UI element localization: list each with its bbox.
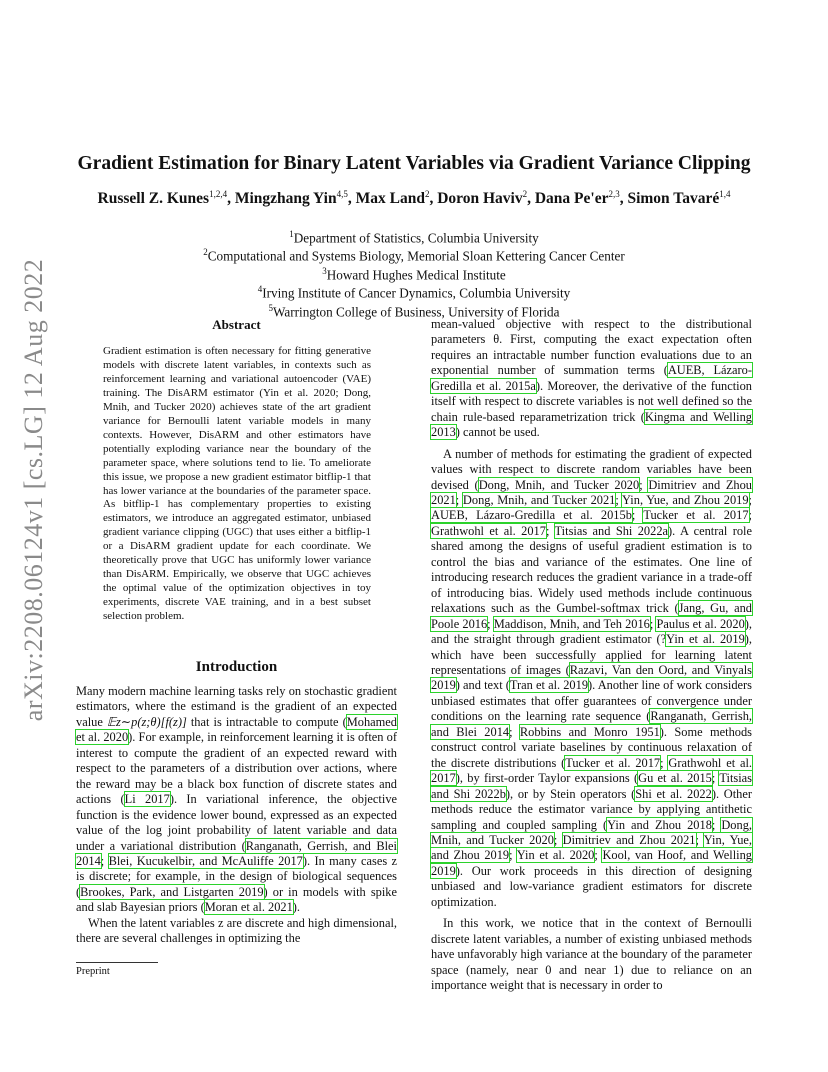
citation-link[interactable]: Blei, Kucukelbir, and McAuliffe 2017 xyxy=(108,853,303,868)
citation-link[interactable]: Yin et al. 2019 xyxy=(666,632,745,647)
citation-link[interactable]: Razavi, Van den Oord, and Vinyals 2019 xyxy=(431,662,752,693)
affiliation: $^3$Howard Hughes Medical Institute xyxy=(322,265,506,283)
citation-link[interactable]: Li 2017 xyxy=(124,792,170,807)
citation-link[interactable]: Titsias and Shi 2022b xyxy=(431,771,752,801)
citation-link[interactable]: Tucker et al. 2017 xyxy=(643,508,749,523)
paragraph: A number of methods for estimating the gradient of expected values with respect to discrete random variables have been devised (Dong, Mnih, and Tucker 2020; Dimitriev and Zhou 2021; Dong, Mnih, and Tucker 2021; Yin, Yue, and Zhou 2019; AUEB, Lázaro-Gredilla et al. 2015b; Tucker et al. 2017; Grathwohl et al. 2017; Titsias and Shi 2022a). A central role shared among the designs of useful gradient estimation is to control the bias and variance of the estimates. One line of introducing research reduces the gradient variance in a trade-off of introducing bias. Widely used methods include continuous relaxations such as the Gumbel-softmax trick (Jang, Gu, and Poole 2016; Maddison, Mnih, and Teh 2016; Paulus et al. 2020), and the straight through gradient estimator (?Yin et al. 2019), which have been successfully applied for learning latent representations of images (Razavi, Van den Oord, and Vinyals 2019) and text (Tran et al. 2019). Another line of work considers unbiased estimates that offer guarantees of convergence under conditions on the learning rate sequence (Ranganath, Gerrish, and Blei 2014; Robbins and Monro 1951). Some methods construct control variate baselines by continuous relaxation of the discrete distributions (Tucker et al. 2017; Grathwohl et al. 2017), by first-order Taylor expansions (Gu et al. 2015; Titsias and Shi 2022b), or by Stein operators (Shi et al. 2022). Other methods reduce the estimator variance by applying antithetic sampling and coupled sampling (Yin and Zhou 2018; Dong, Mnih, and Tucker 2020; Dimitriev and Zhou 2021; Yin, Yue, and Zhou 2019; Yin et al. 2020; Kool, van Hoof, and Welling 2019). Our work proceeds in this direction of designing unbiased and low-variance gradient estimators for discrete optimization. xyxy=(431,446,753,909)
citation-link[interactable]: Titsias and Shi 2022a xyxy=(554,523,669,538)
citation-link[interactable]: Gu et al. 2015 xyxy=(638,771,712,786)
citation-link[interactable]: Tran et al. 2019 xyxy=(509,678,589,693)
citation-link[interactable]: Kool, van Hoof, and Welling 2019 xyxy=(431,848,752,878)
abstract-heading: Abstract xyxy=(212,317,261,332)
citation-link[interactable]: Jang, Gu, and Poole 2016 xyxy=(431,601,752,631)
citation-link[interactable]: Dong, Mnih, and Tucker 2021 xyxy=(462,492,616,507)
affiliation: $^1$Department of Statistics, Columbia University xyxy=(289,229,539,246)
citation-link[interactable]: Yin and Zhou 2018 xyxy=(607,817,712,832)
affiliation-list xyxy=(0,227,828,319)
citation-link[interactable]: Dimitriev and Zhou 2021 xyxy=(431,477,752,507)
citation-link[interactable]: Yin et al. 2020 xyxy=(516,848,595,863)
footnote-rule xyxy=(76,962,158,963)
citation-link[interactable]: Grathwohl et al. 2017 xyxy=(431,523,546,538)
citation-link[interactable]: Ranganath, Gerrish, and Blei 2014 xyxy=(431,709,752,739)
author: Mingzhang Yin$^{4,5}$ xyxy=(234,189,348,208)
citation-link[interactable]: Dimitriev and Zhou 2021 xyxy=(562,832,696,847)
citation-link[interactable]: AUEB, Lázaro-Gredilla et al. 2015a xyxy=(431,363,752,393)
citation-link[interactable]: Moran et al. 2021 xyxy=(204,900,293,915)
citation-link[interactable]: Maddison, Mnih, and Teh 2016 xyxy=(493,616,650,631)
paragraph: In this work, we notice that in the context of Bernoulli discrete latent variables, a number of existing unbiased methods have unfavorably high variance at the boundary of the parameter space (namely, near 0 and near 1) due to reliance on an importance weight that is necessary in order to xyxy=(431,916,752,993)
paragraph: mean-valued objective with respect to the distributional parameters θ. First, computing the exact expectation often requires an intractable number function evaluations due to an exponential number of summation terms (AUEB, Lázaro-Gredilla et al. 2015a). Moreover, the derivative of the function itself with respect to discrete variables is not well defined so the chain rule-based reparametrization trick (Kingma and Welling 2013) cannot be used. xyxy=(431,317,752,440)
author: Doron Haviv$^2$ xyxy=(437,189,528,208)
citation-link[interactable]: Tucker et al. 2017 xyxy=(565,755,661,770)
right-column xyxy=(431,317,752,993)
citation-link[interactable]: Dong, Mnih, and Tucker 2020 xyxy=(478,477,640,492)
citation-link[interactable]: Grathwohl et al. 2017 xyxy=(431,755,752,786)
author: Max Land$^2$ xyxy=(355,189,430,208)
introduction-body xyxy=(76,684,397,947)
citation-link[interactable]: Ranganath, Gerrish, and Blei 2014 xyxy=(76,838,397,868)
citation-link[interactable]: Dong, Mnih, and Tucker 2020 xyxy=(431,817,752,847)
author-list: Russell Z. Kunes$^{1,2,4}$, Mingzhang Yin$^{4,5}$, Max Land$^2$, Doron Haviv$^2$, Dana Pe'er$^{2,3}$, Simon Tavaré$^{1,4}$ xyxy=(97,189,731,208)
arxiv-stamp xyxy=(14,258,54,722)
abstract-body: Gradient estimation is often necessary for fitting generative models with discrete latent variables, in contexts such as reinforcement learning and variational autoencoder (VAE) training. The DisARM estimator (Yin et al. 2020; Dong, Mnih, and Tucker 2020) achieves state of the art gradient variance for Bernoulli latent variable models in many contexts. However, DisARM and other estimators have potentially exploding variance near the boundary of the parameter space, where solutions tend to lie. To ameliorate this issue, we propose a new gradient estimator bitflip-1 that has lower variance at the boundaries of the parameter space. As bitflip-1 has complementary properties to existing estimators, we introduce an aggregated estimator, unbiased gradient variance clipping (UGC) that uses either a bitflip-1 or a DisARM gradient update for each coordinate. We theoretically prove that UGC has uniformly lower variance than DisARM. Empirically, we observe that UGC achieves the optimal value of the optimization objectives in toy experiments, discrete VAE training, and in a best subset selection problem. xyxy=(103,345,371,623)
author: Simon Tavaré$^{1,4}$ xyxy=(627,189,731,208)
citation-link[interactable]: Shi et al. 2022 xyxy=(635,786,712,801)
citation-link[interactable]: Robbins and Monro 1951 xyxy=(519,724,660,739)
math-expression: 𝔼z∼p(z;θ)[f(z)] xyxy=(106,714,187,729)
paragraph: Many modern machine learning tasks rely on stochastic gradient estimators, where the estimand is the gradient of an expected value 𝔼z∼p(z;θ)[f(z)] that is intractable to compute (Mohamed et al. 2020). For example, in reinforcement learning it is often of interest to compute the gradient of an expected reward with respect to the parameters of a distribution over actions, where the reward may be a black box function of discrete states and actions (Li 2017). In variational inference, the objective function is the evidence lower bound, expressed as an expected value of the log joint probability of latent variable and data under a variational distribution (Ranganath, Gerrish, and Blei 2014; Blei, Kucukelbir, and McAuliffe 2017). In many cases z is discrete; for example, in the design of biological sequences (Brookes, Park, and Listgarten 2019) or in models with spike and slab Bayesian priors (Moran et al. 2021). xyxy=(76,684,398,915)
introduction-heading: Introduction xyxy=(195,659,278,675)
citation-link[interactable]: Yin, Yue, and Zhou 2019 xyxy=(431,832,752,863)
citation-link[interactable]: Yin, Yue, and Zhou 2019 xyxy=(622,492,749,507)
paragraph: When the latent variables z are discrete and high dimensional, there are several challenges in optimizing the xyxy=(76,915,397,946)
citation-link[interactable]: AUEB, Lázaro-Gredilla et al. 2015b xyxy=(431,508,632,523)
affiliation: $^4$Irving Institute of Cancer Dynamics, Columbia University xyxy=(257,284,571,301)
author: Dana Pe'er$^{2,3}$ xyxy=(534,189,620,208)
arxiv-id: arXiv:2208.06124v1 [cs.LG] 12 Aug 2022 xyxy=(19,258,48,722)
citation-link[interactable]: Mohamed et al. 2020 xyxy=(76,714,397,745)
footnote: Preprint xyxy=(76,966,110,977)
citation-link[interactable]: Paulus et al. 2020 xyxy=(656,616,745,631)
author: Russell Z. Kunes$^{1,2,4}$ xyxy=(97,189,228,208)
citation-link[interactable]: Kingma and Welling 2013 xyxy=(431,409,752,440)
citation-link[interactable]: Brookes, Park, and Listgarten 2019 xyxy=(80,884,264,899)
paper-title: Gradient Estimation for Binary Latent Variables via Gradient Variance Clipping xyxy=(77,153,751,174)
affiliation: $^5$Warrington College of Business, University of Florida xyxy=(268,302,560,319)
affiliation: $^2$Computational and Systems Biology, Memorial Sloan Kettering Cancer Center xyxy=(203,247,625,264)
